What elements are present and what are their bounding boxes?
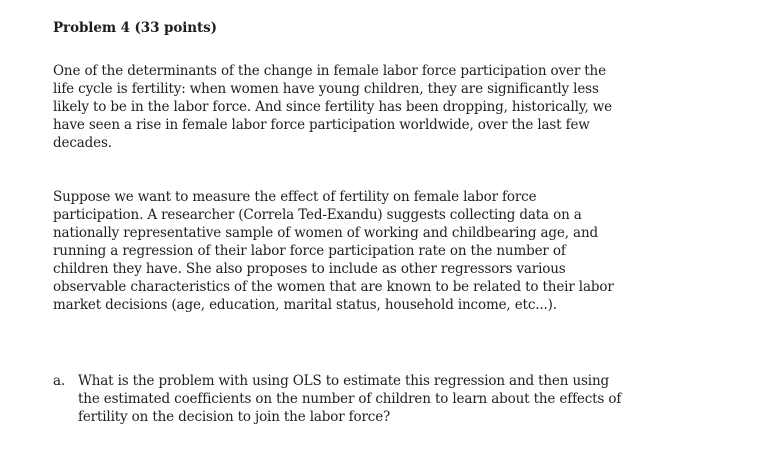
paragraph-line: participation. A researcher (Correla Ted-Exandu) suggests collecting data on a bbox=[53, 207, 582, 223]
problem-title: Problem 4 (33 points) bbox=[53, 20, 217, 36]
paragraph-line: life cycle is fertility: when women have young children, they are significantly less bbox=[53, 81, 599, 97]
question-marker: a. bbox=[53, 373, 66, 389]
question-text bbox=[78, 372, 621, 426]
paragraph-line: One of the determinants of the change in female labor force participation over the bbox=[53, 63, 606, 79]
question-line: the estimated coefficients on the number of children to learn about the effects of bbox=[78, 391, 622, 407]
intro-paragraph bbox=[53, 62, 612, 152]
paragraph-line: children they have. She also proposes to include as other regressors various bbox=[53, 261, 566, 277]
question-line: fertility on the decision to join the labor force? bbox=[78, 409, 391, 425]
paragraph-line: observable characteristics of the women that are known to be related to their labor bbox=[53, 279, 614, 295]
setup-paragraph bbox=[53, 188, 614, 314]
question-line: What is the problem with using OLS to estimate this regression and then using bbox=[78, 373, 609, 389]
paragraph-line: Suppose we want to measure the effect of fertility on female labor force bbox=[53, 189, 537, 205]
paragraph-line: running a regression of their labor force participation rate on the number of bbox=[53, 243, 566, 259]
paragraph-line: have seen a rise in female labor force participation worldwide, over the last few bbox=[53, 117, 590, 133]
paragraph-line: nationally representative sample of women of working and childbearing age, and bbox=[53, 225, 598, 241]
paragraph-line: market decisions (age, education, marital status, household income, etc...). bbox=[53, 297, 557, 313]
paragraph-line: decades. bbox=[53, 135, 112, 151]
paragraph-line: likely to be in the labor force. And since fertility has been dropping, historically, we bbox=[53, 99, 613, 115]
